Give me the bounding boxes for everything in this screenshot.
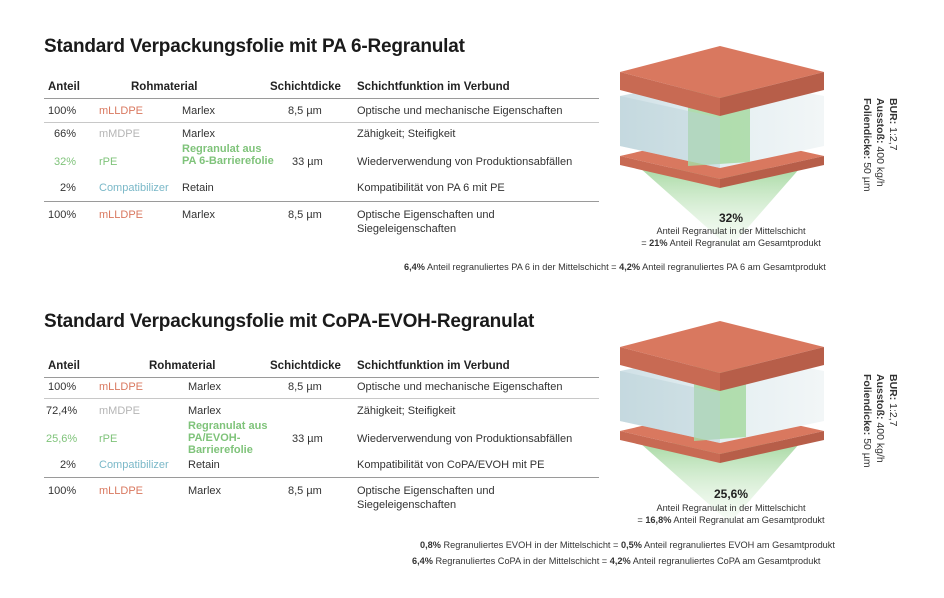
- cell-anteil: 100%: [48, 381, 77, 393]
- spec-bur: BUR: 1:2,7: [887, 374, 899, 427]
- cell-hersteller: Marlex: [188, 405, 222, 417]
- cell-hersteller: Barrierefolie: [188, 444, 253, 456]
- header-anteil: Anteil: [48, 360, 80, 372]
- cell-material: Compatibilizer: [99, 182, 169, 194]
- diagram-caption: Anteil Regranulat in der Mittelschicht: [656, 503, 806, 513]
- table-divider: [44, 122, 599, 123]
- header-rohmaterial: Rohmaterial: [149, 360, 216, 372]
- cell-hersteller: Marlex: [188, 485, 222, 497]
- cell-hersteller: Marlex: [182, 105, 216, 117]
- spec-foliendicke: Foliendicke: 50 µm: [861, 374, 873, 468]
- cell-anteil: 2%: [60, 182, 76, 194]
- cell-material: Compatibilizer: [99, 459, 169, 471]
- cell-anteil: 25,6%: [46, 433, 78, 445]
- header-funktion: Schichtfunktion im Verbund: [357, 360, 510, 372]
- cell-funktion: Optische Eigenschaften und: [357, 485, 495, 497]
- header-schichtdicke: Schichtdicke: [270, 81, 341, 93]
- cell-funktion: Optische und mechanische Eigenschaften: [357, 105, 563, 117]
- cell-funktion: Siegeleigenschaften: [357, 223, 457, 235]
- footnote: 6,4% Anteil regranuliertes PA 6 in der Mittelschicht = 4,2% Anteil regranuliertes PA 6 am Gesamtprodukt: [404, 262, 826, 272]
- cell-hersteller: PA 6-Barrierefolie: [182, 155, 274, 167]
- section-title: Standard Verpackungsfolie mit CoPA-EVOH-Regranulat: [44, 311, 535, 332]
- cell-anteil: 100%: [48, 105, 77, 117]
- header-funktion: Schichtfunktion im Verbund: [357, 81, 510, 93]
- cell-hersteller: Marlex: [188, 381, 222, 393]
- section-title: Standard Verpackungsfolie mit PA 6-Regranulat: [44, 36, 465, 57]
- footnote: 6,4% Regranuliertes CoPA in der Mittelschicht = 4,2% Anteil regranuliertes CoPA am Gesamtprodukt: [412, 556, 821, 566]
- spec-ausstoss: Ausstoß: 400 kg/h: [874, 98, 886, 187]
- cell-material: rPE: [99, 156, 118, 168]
- header-anteil: Anteil: [48, 81, 80, 93]
- cell-hersteller: Retain: [182, 182, 214, 194]
- cell-hersteller: Regranulat aus: [182, 143, 262, 155]
- cell-funktion: Kompatibilität von PA 6 mit PE: [357, 182, 505, 194]
- cell-funktion: Optische und mechanische Eigenschaften: [357, 381, 563, 393]
- table-divider: [44, 398, 599, 399]
- cell-material: mLLDPE: [99, 485, 144, 497]
- cell-funktion: Optische Eigenschaften und: [357, 209, 495, 221]
- cell-dicke: 33 µm: [292, 156, 323, 168]
- table-divider: [44, 98, 599, 99]
- diagram-percent: 25,6%: [713, 487, 749, 501]
- cell-anteil: 66%: [54, 128, 77, 140]
- header-schichtdicke: Schichtdicke: [270, 360, 341, 372]
- cell-anteil: 100%: [48, 209, 77, 221]
- cell-hersteller: Marlex: [182, 128, 216, 140]
- diagram-caption-2: = 16,8% Anteil Regranulat am Gesamtprodukt: [637, 515, 825, 525]
- cell-dicke: 8,5 µm: [288, 105, 322, 117]
- spec-foliendicke: Foliendicke: 50 µm: [861, 98, 873, 192]
- cell-material: mLLDPE: [99, 105, 144, 117]
- footnote: 0,8% Regranuliertes EVOH in der Mittelschicht = 0,5% Anteil regranuliertes EVOH am Gesamtprodukt: [420, 540, 835, 550]
- cell-dicke: 8,5 µm: [288, 381, 322, 393]
- cell-hersteller: PA/EVOH-: [188, 432, 241, 444]
- cell-material: mMDPE: [99, 128, 140, 140]
- diagram-caption-2: = 21% Anteil Regranulat am Gesamtprodukt: [641, 238, 821, 248]
- cell-material: mMDPE: [99, 405, 140, 417]
- table-divider: [44, 477, 599, 478]
- cell-material: mLLDPE: [99, 209, 144, 221]
- header-rohmaterial: Rohmaterial: [131, 81, 198, 93]
- cell-funktion: Wiederverwendung von Produktionsabfällen: [357, 156, 573, 168]
- cell-hersteller: Retain: [188, 459, 220, 471]
- cell-funktion: Siegeleigenschaften: [357, 499, 457, 511]
- table-divider: [44, 377, 599, 378]
- table-divider: [44, 201, 599, 202]
- cell-dicke: 8,5 µm: [288, 485, 322, 497]
- cell-anteil: 72,4%: [46, 405, 78, 417]
- cell-dicke: 33 µm: [292, 433, 323, 445]
- cell-funktion: Wiederverwendung von Produktionsabfällen: [357, 433, 573, 445]
- cell-material: mLLDPE: [99, 381, 144, 393]
- diagram-percent: 32%: [718, 211, 744, 225]
- cell-funktion: Zähigkeit; Steifigkeit: [357, 128, 456, 140]
- diagram-caption: Anteil Regranulat in der Mittelschicht: [656, 226, 806, 236]
- cell-anteil: 32%: [54, 156, 77, 168]
- spec-bur: BUR: 1:2,7: [887, 98, 899, 151]
- cell-anteil: 2%: [60, 459, 76, 471]
- cell-hersteller: Marlex: [182, 209, 216, 221]
- cell-material: rPE: [99, 433, 118, 445]
- cell-dicke: 8,5 µm: [288, 209, 322, 221]
- cell-funktion: Kompatibilität von CoPA/EVOH mit PE: [357, 459, 545, 471]
- cell-funktion: Zähigkeit; Steifigkeit: [357, 405, 456, 417]
- cell-anteil: 100%: [48, 485, 77, 497]
- spec-ausstoss: Ausstoß: 400 kg/h: [874, 374, 886, 463]
- cell-hersteller: Regranulat aus: [188, 420, 268, 432]
